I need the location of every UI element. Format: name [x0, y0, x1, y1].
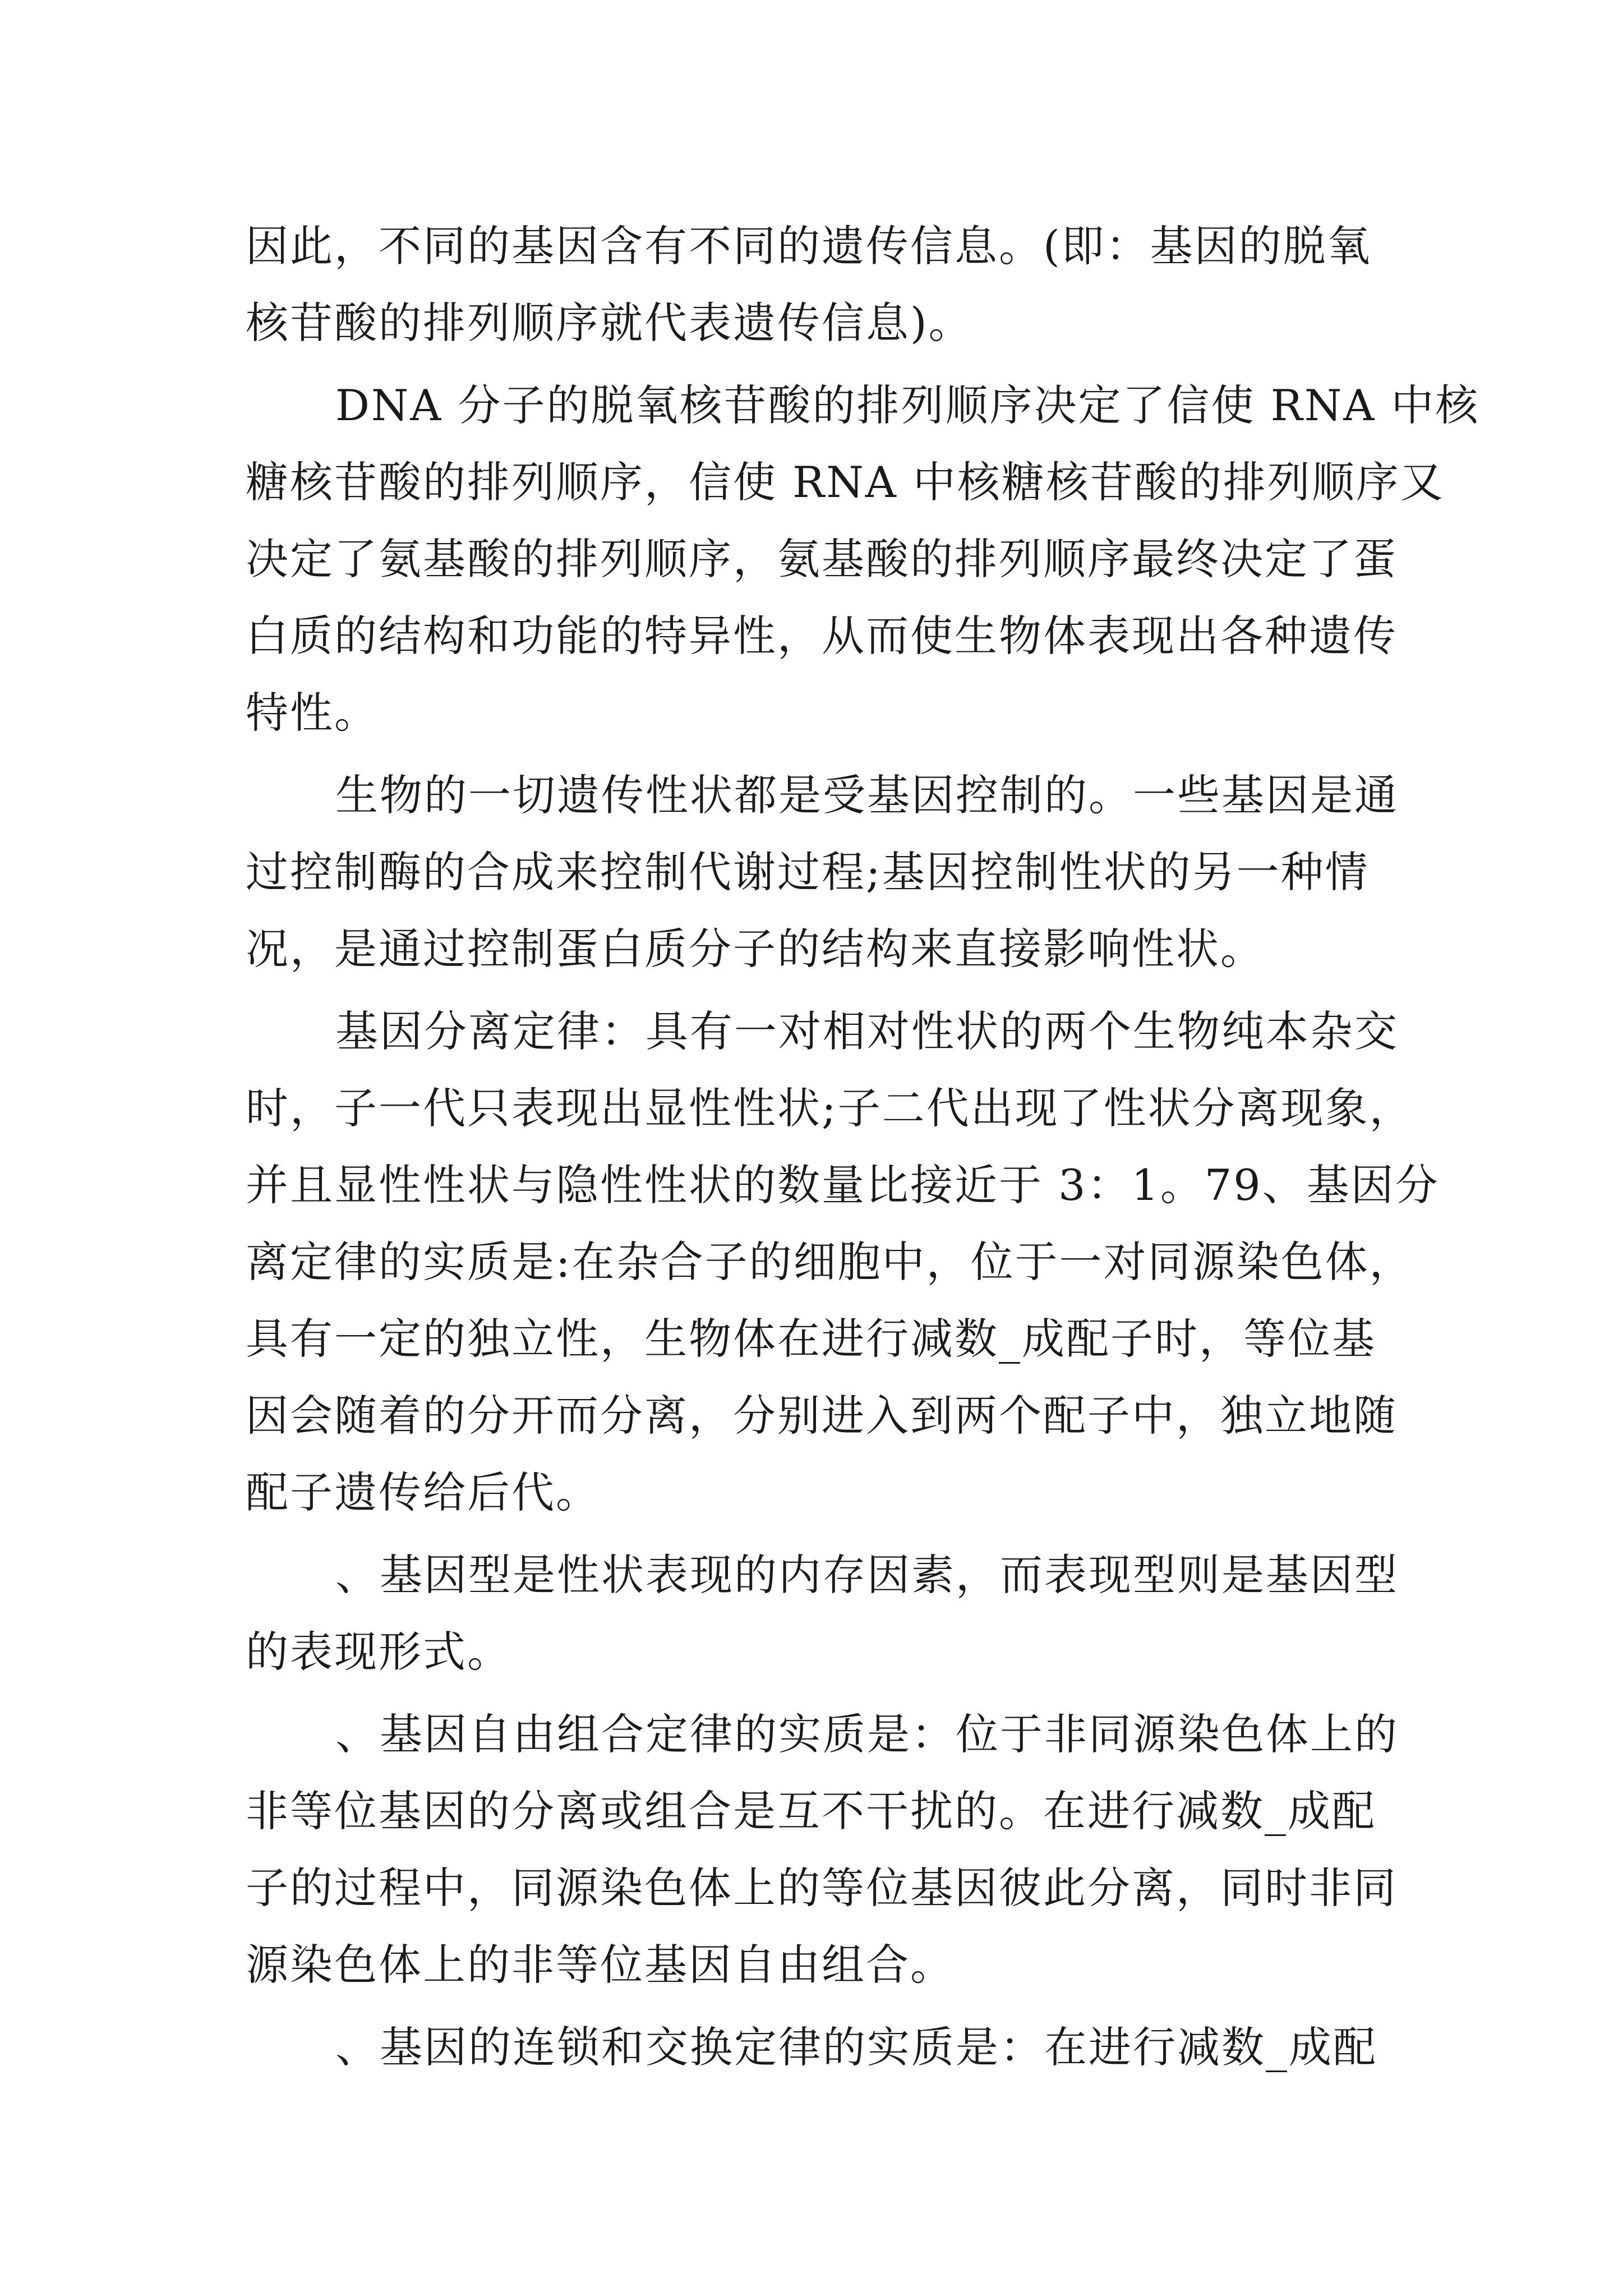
text-line: 过控制酶的合成来控制代谢过程;基因控制性状的另一种情 [246, 847, 1370, 897]
text-line: 因此，不同的基因含有不同的遗传信息。(即：基因的脱氧 [246, 221, 1372, 271]
text-line: 特性。 [246, 688, 379, 738]
text-line: 具有一定的独立性，生物体在进行减数_成配子时，等位基 [246, 1314, 1376, 1364]
text-line: 离定律的实质是:在杂合子的细胞中，位于一对同源染色体， [246, 1237, 1414, 1287]
text-line: 源染色体上的非等位基因自由组合。 [246, 1940, 955, 1990]
text-line: 因会随着的分开而分离，分别进入到两个配子中，独立地随 [246, 1391, 1398, 1441]
paragraph-6 [246, 1696, 1399, 2003]
paragraph-3 [246, 757, 1399, 987]
text-line: DNA 分子的脱氧核苷酸的排列顺序决定了信使 RNA 中核 [335, 380, 1480, 430]
text-line: 糖核苷酸的排列顺序，信使 RNA 中核糖核苷酸的排列顺序又 [246, 457, 1445, 507]
document-body [246, 208, 1480, 2091]
text-line: 、基因自由组合定律的实质是：位于非同源染色体上的 [335, 1709, 1399, 1759]
text-line: 、基因的连锁和交换定律的实质是：在进行减数_成配 [335, 2022, 1377, 2072]
text-line: 核苷酸的排列顺序就代表遗传信息)。 [246, 298, 973, 348]
paragraph-4 [246, 993, 1440, 1531]
paragraph-2 [246, 367, 1480, 751]
text-line: 配子遗传给后代。 [246, 1467, 600, 1517]
text-line: 基因分离定律：具有一对相对性状的两个生物纯本杂交 [335, 1006, 1399, 1056]
paragraph-7 [246, 2009, 1378, 2086]
text-line: 并且显性性状与隐性性状的数量比接近于 3：1。79、基因分 [246, 1160, 1440, 1210]
text-line: 白质的结构和功能的特异性，从而使生物体表现出各种遗传 [246, 611, 1398, 661]
text-line: 时，子一代只表现出显性性状;子二代出现了性状分离现象， [246, 1083, 1414, 1133]
paragraph-5 [246, 1536, 1399, 1690]
text-line: 决定了氨基酸的排列顺序，氨基酸的排列顺序最终决定了蛋 [246, 534, 1398, 584]
text-line: 的表现形式。 [246, 1627, 511, 1677]
paragraph-1 [246, 208, 1378, 361]
text-line: 非等位基因的分离或组合是互不干扰的。在进行减数_成配 [246, 1786, 1376, 1836]
text-line: 况，是通过控制蛋白质分子的结构来直接影响性状。 [246, 924, 1265, 974]
text-line: 子的过程中，同源染色体上的等位基因彼此分离，同时非同 [246, 1863, 1398, 1913]
text-line: 、基因型是性状表现的内存因素，而表现型则是基因型 [335, 1550, 1399, 1600]
text-line: 生物的一切遗传性状都是受基因控制的。一些基因是通 [335, 770, 1399, 820]
